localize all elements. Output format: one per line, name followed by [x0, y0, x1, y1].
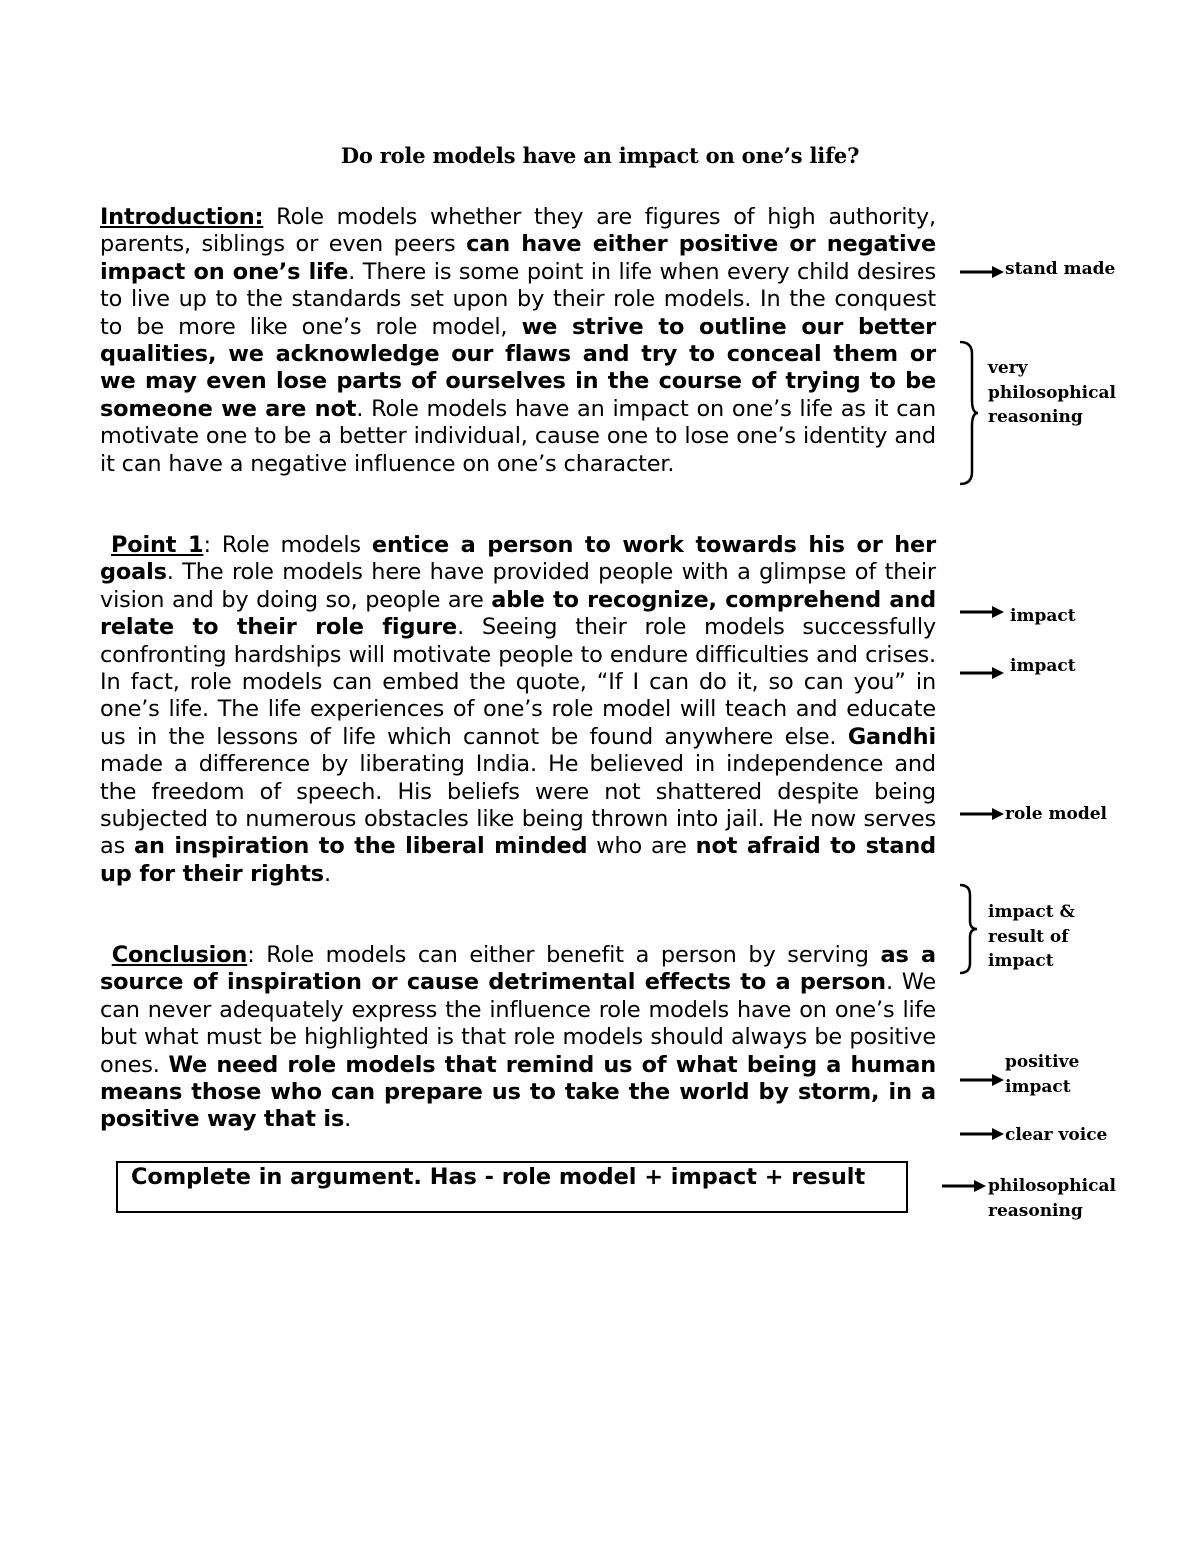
annotation-text: impact [1010, 656, 1076, 676]
annotation-text: reasoning [988, 1200, 1083, 1221]
point1-bold-2: able to recognize, comprehend and relate to their role figure [100, 586, 936, 641]
annotation-role-model [1005, 802, 1107, 827]
point1-label: Point 1 [110, 532, 204, 558]
conclusion-label: Conclusion [111, 942, 248, 968]
annotation-text: role model [1005, 804, 1107, 824]
annotation-very-philosophical [988, 356, 1116, 430]
intro-bold-1: can have either positive or negative impact on one’s life [100, 231, 936, 285]
annotation-text: philosophical [988, 1176, 1116, 1196]
arrow-right-icon [960, 265, 1004, 279]
annotation-text: impact [988, 951, 1054, 971]
conclusion-text-1: : Role models can either benefit a person by serving [247, 942, 881, 968]
arrow-right-icon [960, 666, 1004, 680]
annotation-impact-result [988, 900, 1075, 974]
annotation-text: philosophical [988, 382, 1116, 403]
annotation-text: reasoning [988, 407, 1083, 427]
intro-text-2: . There is some point in life when every child desires to live up to the standards set upon by their role models. In the conquest to be more like one’s role model, [100, 258, 936, 340]
arrow-right-icon [960, 1127, 1004, 1141]
annotation-text: stand made [1005, 259, 1116, 279]
document-title: Do role models have an impact on one’s life? [340, 143, 860, 168]
arrow-right-icon [960, 1073, 1004, 1087]
conclusion-text-3: . [344, 1106, 352, 1133]
conclusion-paragraph [100, 942, 936, 1134]
annotation-text: positive [1005, 1052, 1080, 1072]
conclusion-text-2: . We can never adequately express the influence role models have on one’s life but what must be highlighted is that role models should always be positive ones. [100, 969, 936, 1078]
conclusion-bold-1: as a source of inspiration or cause detrimental effects to a person [100, 942, 936, 996]
arrow-right-icon [960, 807, 1004, 821]
point1-text-4: made a difference by liberating India. He believed in independence and the freedom of speech. His beliefs were not shattered despite being subjected to numerous obstacles like being thrown into jail. He now serves as [100, 751, 936, 860]
annotation-text: result of [988, 926, 1069, 947]
point1-paragraph [100, 532, 936, 888]
summary-text: Complete in argument. Has - role model + impact + result [131, 1164, 866, 1190]
intro-text-3: . Role models have an impact on one’s life as it can motivate one to be a better individual, cause one to lose one’s identity and it can have a negative influence on one’s character. [100, 395, 936, 477]
intro-text-1: Role models whether they are figures of high authority, parents, siblings or even peers [100, 204, 936, 258]
point1-text-1: : Role models [203, 532, 372, 558]
summary-box [116, 1161, 908, 1213]
annotation-text: impact & [988, 902, 1075, 922]
introduction-paragraph [100, 204, 936, 478]
right-brace-icon [958, 883, 980, 975]
introduction-label: Introduction: [100, 204, 264, 230]
point1-text-3: . Seeing their role models successfully confronting hardships will motivate people to endure difficulties and crises. In fact, role models can embed the quote, “If I can do it, so can you” in one’s life. The life experiences of one’s role model will teach and educate us in the lessons of life which cannot be found anywhere else. [100, 614, 936, 750]
point1-bold-5: not afraid to stand up for their rights [100, 833, 936, 887]
annotation-philosophical-reasoning [988, 1174, 1116, 1223]
annotation-positive-impact [1005, 1050, 1079, 1099]
point1-bold-1: entice a person to work towards his or her goals [100, 532, 936, 586]
point1-text-6: . [323, 860, 331, 887]
annotation-text: impact [1010, 606, 1076, 626]
arrow-right-icon [960, 605, 1004, 619]
point1-text-5: who are [587, 833, 696, 860]
annotation-stand-made [1005, 257, 1115, 282]
annotation-text: impact [1005, 1076, 1071, 1097]
point1-bold-4: an inspiration to the liberal minded [134, 833, 588, 860]
right-brace-icon [958, 340, 980, 486]
point1-bold-3: Gandhi [847, 723, 936, 750]
point1-text-2: . The role models here have provided people with a glimpse of their vision and by doing so, people are [100, 559, 936, 613]
annotation-impact-2 [1010, 654, 1076, 679]
conclusion-bold-2: We need role models that remind us of what being a human means those who can prepare us to take the world by storm, in a positive way that is [100, 1051, 937, 1133]
annotation-clear-voice [1005, 1123, 1107, 1148]
arrow-right-icon [942, 1179, 986, 1193]
intro-bold-2: we strive to outline our better qualities, we acknowledge our flaws and try to conceal them or we may even lose parts of ourselves in the course of trying to be someone we are not [100, 313, 937, 422]
annotation-impact-1 [1010, 604, 1076, 629]
annotation-text: clear voice [1005, 1125, 1108, 1145]
annotation-text: very [988, 358, 1028, 378]
